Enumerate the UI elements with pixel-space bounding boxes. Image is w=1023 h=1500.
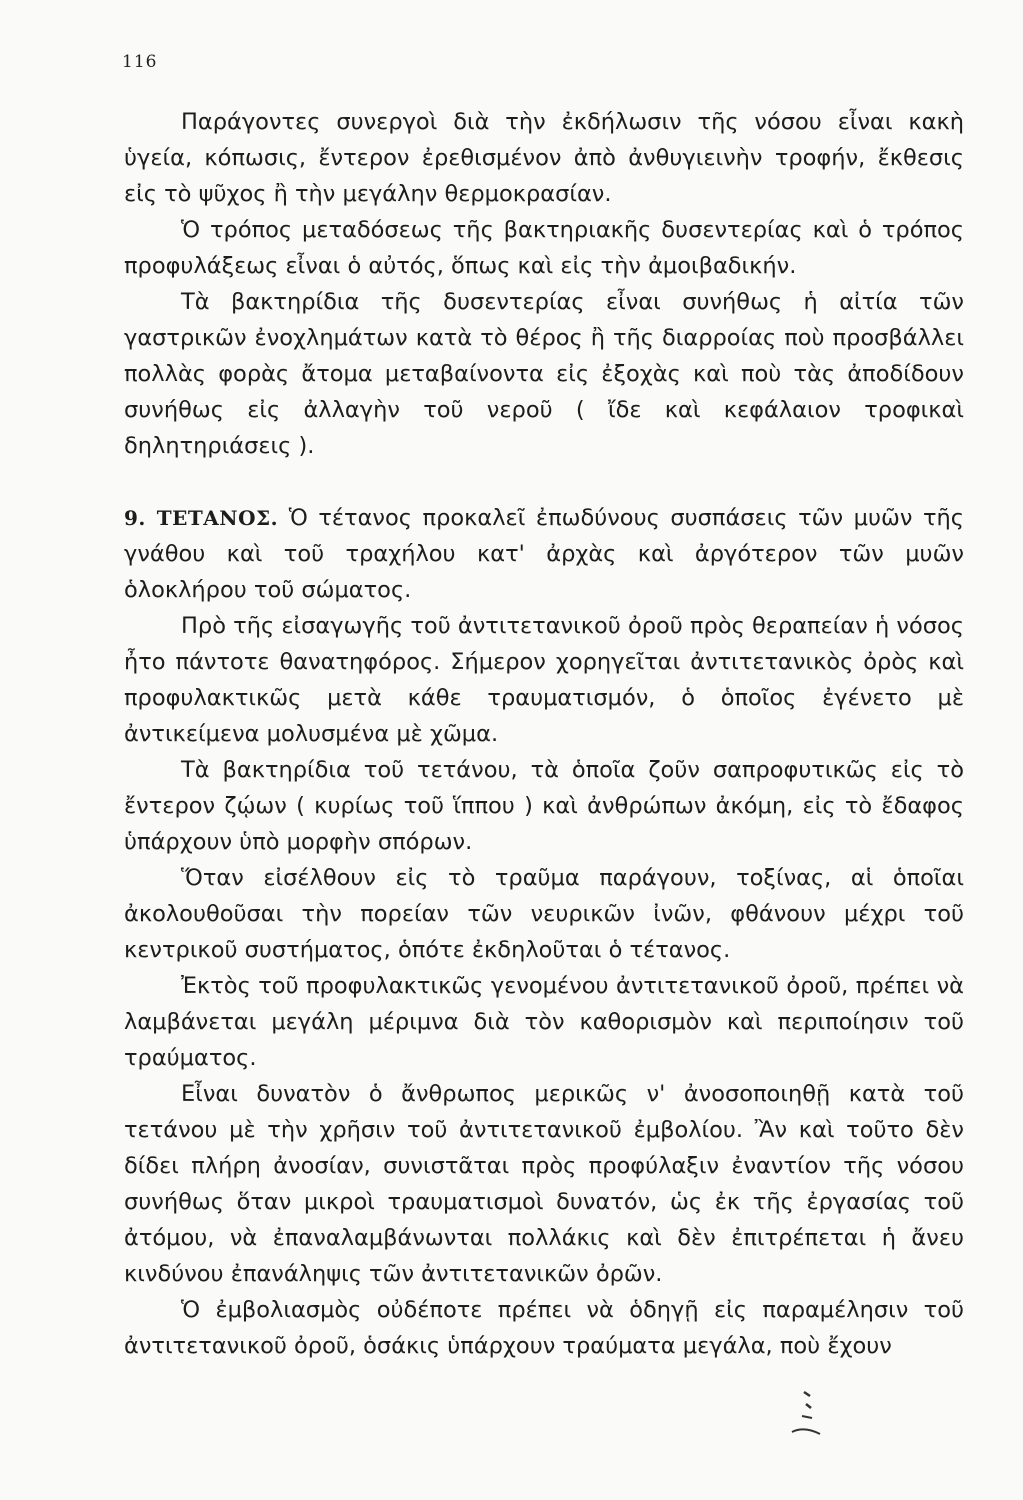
tetanus-intro-text: Ὁ τέτανος προκαλεῖ ἐπωδύνους συσπάσεις τῶν μυῶν τῆς γνάθου καὶ τοῦ τραχήλου κατ' ἀρχὰς καὶ ἀργότερον τῶν μυῶν ὁλοκλήρου τοῦ σώματος. (124, 505, 964, 603)
paragraph-tetanus-intro (124, 500, 964, 608)
paragraph-vaccination-warning: Ὁ ἐμβολιασμὸς οὐδέποτε πρέπει νὰ ὁδηγῇ εἰς παραμέλησιν τοῦ ἀντιτετανικοῦ ὀροῦ, ὁσάκις ὑπάρχουν τραύματα μεγάλα, ποὺ ἔχουν (124, 1297, 964, 1359)
page-number: 116 (122, 52, 158, 72)
ink-smudge-mark (790, 1388, 824, 1438)
section-heading-tetanus: 9. ΤΕΤΑΝΟΣ. (124, 506, 279, 530)
paragraph-contributing-factors: Παράγοντες συνεργοὶ διὰ τὴν ἐκδήλωσιν τῆς νόσου εἶναι κακὴ ὑγεία, κόπωσις, ἔντερον ἐρεθισμένον ἀπὸ ἀνθυγιεινὴν τροφήν, ἔκθεσις εἰς τὸ ψῦχος ἢ τὴν μεγάλην θερμοκρασίαν. (124, 109, 964, 207)
paragraph-antitetanus-serum: Πρὸ τῆς εἰσαγωγῆς τοῦ ἀντιτετανικοῦ ὀροῦ πρὸς θεραπείαν ἡ νόσος ἦτο πάντοτε θανατηφόρος. Σήμερον χορηγεῖται ἀντιτετανικὸς ὀρὸς καὶ προφυλακτικῶς μετὰ κάθε τραυματισμόν, ὁ ὁποῖος ἐγένετο μὲ ἀντικείμενα μολυσμένα μὲ χῶμα. (124, 613, 964, 747)
paragraph-toxins: Ὅταν εἰσέλθουν εἰς τὸ τραῦμα παράγουν, τοξίνας, αἱ ὁποῖαι ἀκολουθοῦσαι τὴν πορείαν τῶν νευρικῶν ἰνῶν, φθάνουν μέχρι τοῦ κεντρικοῦ συστήματος, ὁπότε ἐκδηλοῦται ὁ τέτανος. (124, 865, 964, 963)
body-text (124, 104, 964, 1364)
paragraph-wound-care: Ἐκτὸς τοῦ προφυλακτικῶς γενομένου ἀντιτετανικοῦ ὀροῦ, πρέπει νὰ λαμβάνεται μεγάλη μέριμνα διὰ τὸν καθορισμὸν καὶ περιποίησιν τοῦ τραύματος. (124, 973, 964, 1071)
paragraph-transmission: Ὁ τρόπος μεταδόσεως τῆς βακτηριακῆς δυσεντερίας καὶ ὁ τρόπος προφυλάξεως εἶναι ὁ αὐτός, ὅπως καὶ εἰς τὴν ἀμοιβαδικήν. (124, 217, 964, 279)
paragraph-tetanus-bacteria: Τὰ βακτηρίδια τοῦ τετάνου, τὰ ὁποῖα ζοῦν σαπροφυτικῶς εἰς τὸ ἔντερον ζῴων ( κυρίως τοῦ ἵππου ) καὶ ἀνθρώπων ἀκόμη, εἰς τὸ ἔδαφος ὑπάρχουν ὑπὸ μορφὴν σπόρων. (124, 757, 964, 855)
paragraph-dysentery-bacteria: Τὰ βακτηρίδια τῆς δυσεντερίας εἶναι συνήθως ἡ αἰτία τῶν γαστρικῶν ἐνοχλημάτων κατὰ τὸ θέρος ἢ τῆς διαρροίας ποὺ προσβάλλει πολλὰς φορὰς ἄτομα μεταβαίνοντα εἰς ἐξοχὰς καὶ ποὺ τὰς ἀποδίδουν συνήθως εἰς ἀλλαγὴν τοῦ νεροῦ ( ἴδε καὶ κεφάλαιον τροφικαὶ δηλητηριάσεις ). (124, 289, 964, 459)
paragraph-vaccination: Εἶναι δυνατὸν ὁ ἄνθρωπος μερικῶς ν' ἀνοσοποιηθῇ κατὰ τοῦ τετάνου μὲ τὴν χρῆσιν τοῦ ἀντιτετανικοῦ ἐμβολίου. Ἂν καὶ τοῦτο δὲν δίδει πλήρη ἀνοσίαν, συνιστᾶται πρὸς προφύλαξιν ἐναντίον τῆς νόσου συνήθως ὅταν μικροὶ τραυματισμοὶ δυνατόν, ὡς ἐκ τῆς ἐργασίας τοῦ ἀτόμου, νὰ ἐπαναλαμβάνωνται πολλάκις καὶ δὲν ἐπιτρέπεται ἡ ἄνευ κινδύνου ἐπανάληψις τῶν ἀντιτετανικῶν ὀρῶν. (124, 1081, 964, 1287)
